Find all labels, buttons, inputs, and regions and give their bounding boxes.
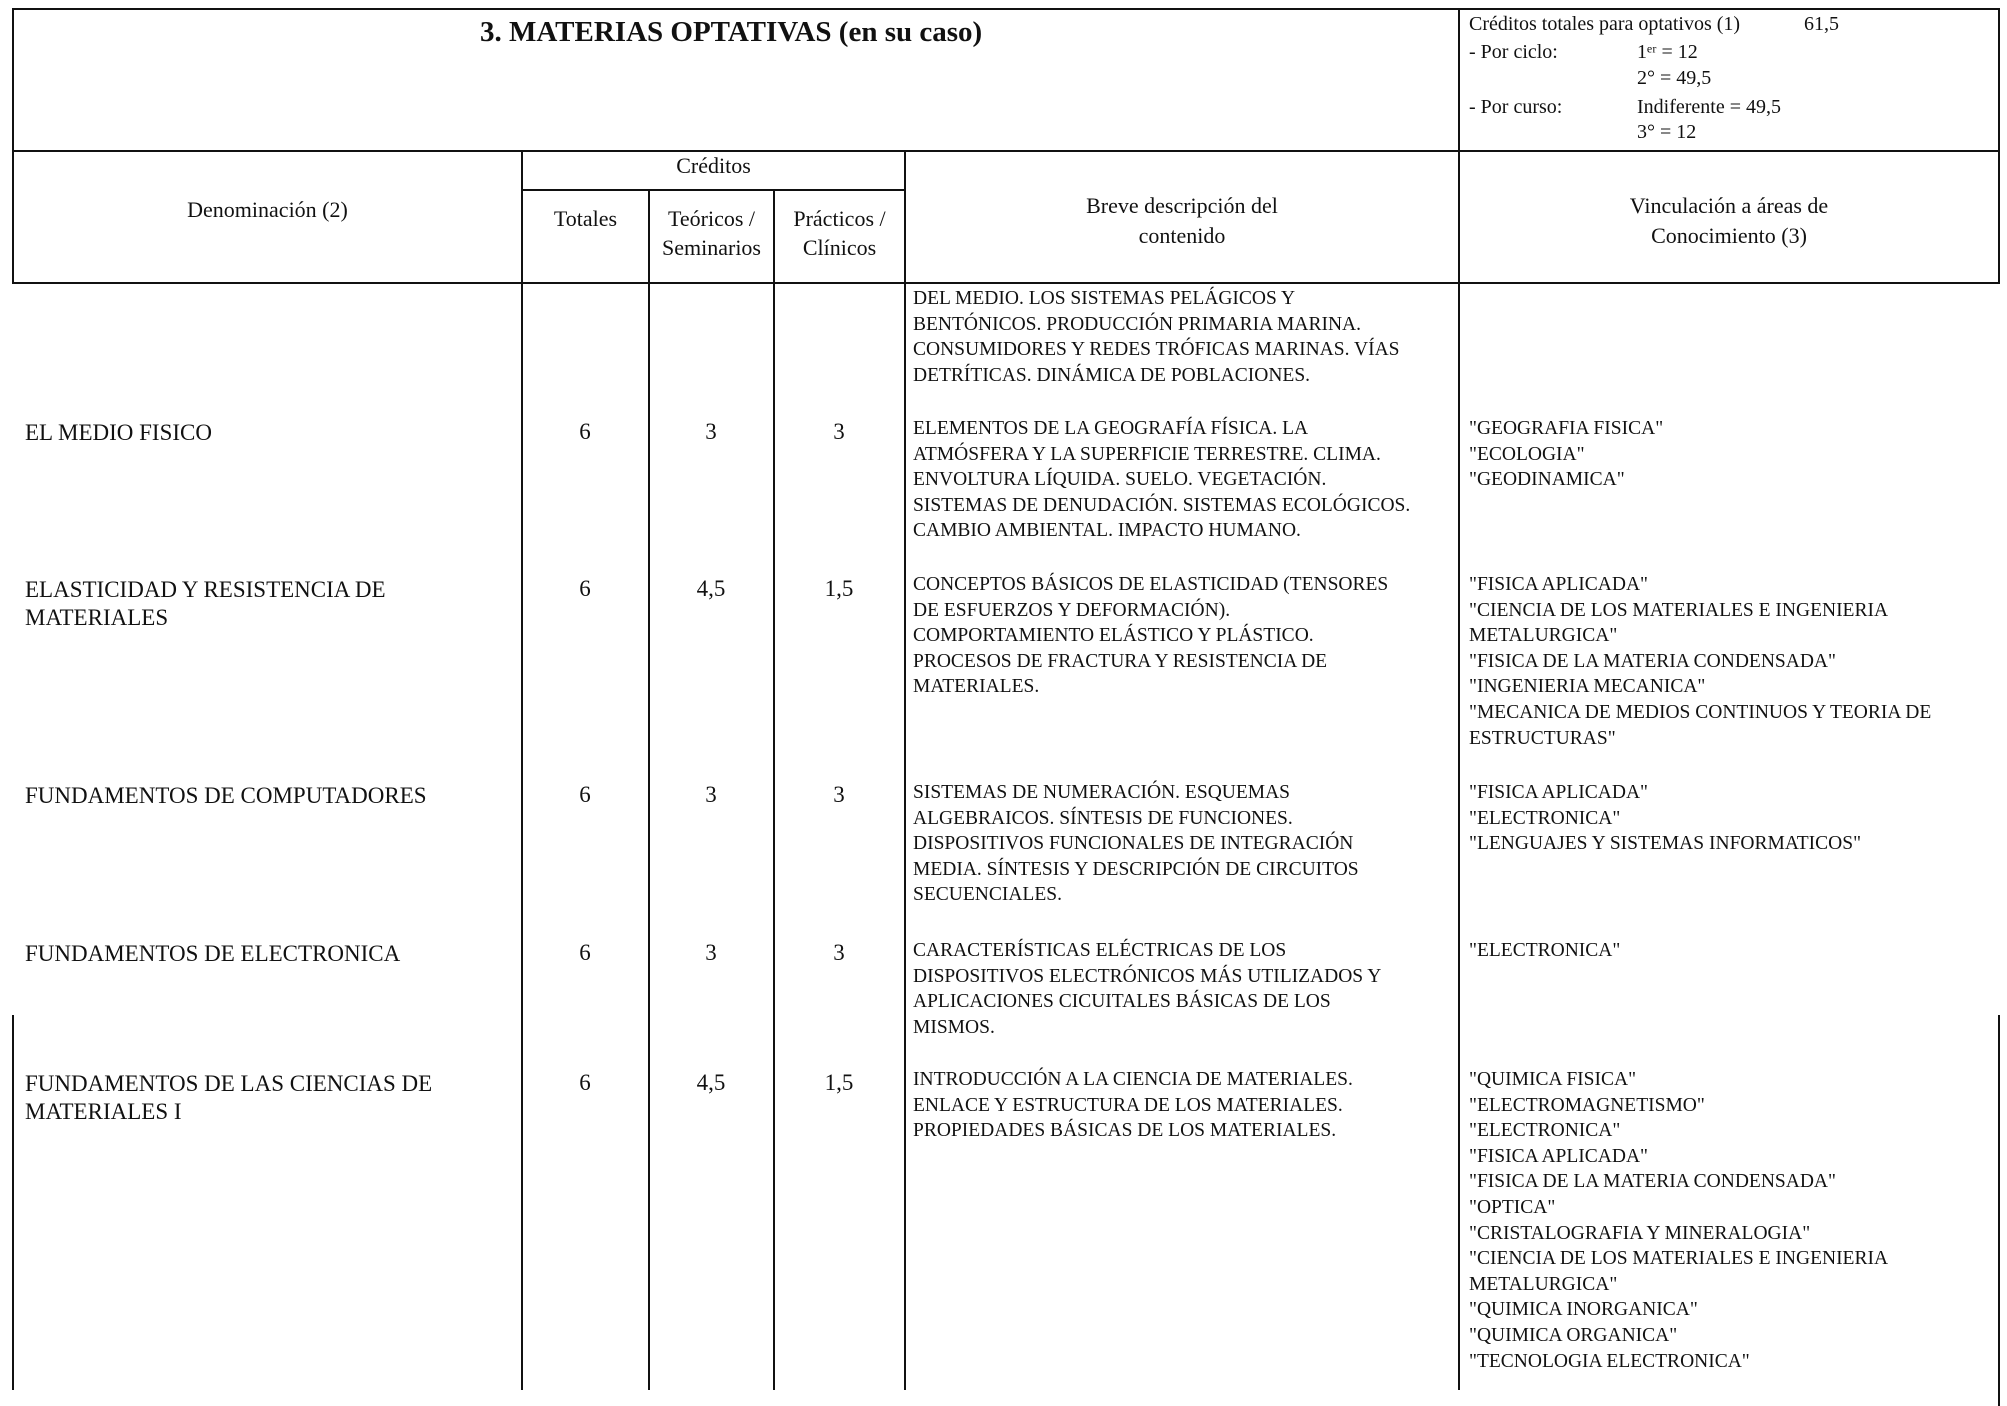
col-sep-teoricos [773,189,775,1390]
col-sep-practicos [904,150,906,1390]
row-5-teoricos: 4,5 [696,1070,726,1095]
row-1-teoricos: 3 [705,419,717,444]
header-denominacion: Denominación (2) [187,197,348,222]
header-teoricos-line1: Teóricos / [667,206,756,231]
header-totales: Totales [553,206,618,231]
row-1-areas: "GEOGRAFIA FISICA" "ECOLOGIA" "GEODINAMICA" [1469,418,1664,491]
header-creditos: Créditos [676,153,751,178]
col-sep-left-lower [12,1015,14,1390]
row-3-teoricos: 3 [705,782,717,807]
row-1-totales: 6 [579,419,591,444]
row-2-practicos: 1,5 [824,576,854,601]
header-section-bottom [12,282,2000,284]
row-5-description: INTRODUCCIÓN A LA CIENCIA DE MATERIALES. ENLACE Y ESTRUCTURA DE LOS MATERIALES. PROPIEDADES BÁSICAS DE LOS MATERIALES. [913,1069,1353,1142]
header-practicos-line2: Clínicos [802,235,877,260]
header-vinculacion-line2: Conocimiento (3) [1651,223,1807,248]
continuation-description: DEL MEDIO. LOS SISTEMAS PELÁGICOS Y BENTÓNICOS. PRODUCCIÓN PRIMARIA MARINA. CONSUMIDORES Y REDES TRÓFICAS MARINAS. VÍAS DETRÍTICAS. DINÁMICA DE POBLACIONES. [913,288,1400,386]
table-border-right [1998,8,2000,284]
header-descripcion-line1: Breve descripción del [1086,193,1278,218]
header-vinculacion-line1: Vinculación a áreas de [1629,193,1829,218]
row-3-description: SISTEMAS DE NUMERACIÓN. ESQUEMAS ALGEBRAICOS. SÍNTESIS DE FUNCIONES. DISPOSITIVOS FUNCIONALES DE INTEGRACIÓN MEDIA. SÍNTESIS Y DESCRIPCIÓN DE CIRCUITOS SECUENCIALES. [913,782,1359,906]
row-2-description: CONCEPTOS BÁSICOS DE ELASTICIDAD (TENSORES DE ESFUERZOS Y DEFORMACIÓN). COMPORTAMIENTO ELÁSTICO Y PLÁSTICO. PROCESOS DE FRACTURA Y RESISTENCIA DE MATERIALES. [913,574,1389,698]
title-section-bottom [12,150,2000,152]
ciclo-1-value: 1ᵉʳ = 12 [1637,41,1698,63]
row-4-practicos: 3 [833,940,845,965]
table-border-right-lower [1998,1015,2000,1406]
col-sep-totales [648,189,650,1390]
page-title: 3. MATERIAS OPTATIVAS (en su caso) [480,16,983,48]
row-4-areas: "ELECTRONICA" [1469,940,1621,961]
row-3-totales: 6 [579,782,591,807]
curso-indiferente-value: Indiferente = 49,5 [1637,96,1782,118]
credits-total-value: 61,5 [1804,13,1839,35]
row-1-description: ELEMENTOS DE LA GEOGRAFÍA FÍSICA. LA ATMÓSFERA Y LA SUPERFICIE TERRESTRE. CLIMA. ENVOLTURA LÍQUIDA. SUELO. VEGETACIÓN. SISTEMAS DE DENUDACIÓN. SISTEMAS ECOLÓGICOS. CAMBIO AMBIENTAL. IMPACTO HUMANO. [913,418,1411,542]
title-credits-divider [1458,8,1460,152]
table-border-top [12,8,2000,10]
row-4-teoricos: 3 [705,940,717,965]
row-1-name: EL MEDIO FISICO [25,420,212,445]
row-2-teoricos: 4,5 [696,576,726,601]
table-border-left [12,8,14,284]
row-5-practicos: 1,5 [824,1070,854,1095]
credits-total-label: Créditos totales para optativos (1) [1469,13,1741,35]
header-descripcion-line2: contenido [1138,223,1226,248]
row-5-name: FUNDAMENTOS DE LAS CIENCIAS DE MATERIALES I [25,1071,433,1124]
por-ciclo-label: - Por ciclo: [1469,41,1558,63]
row-4-totales: 6 [579,940,591,965]
ciclo-2-value: 2° = 49,5 [1637,67,1712,89]
row-3-name: FUNDAMENTOS DE COMPUTADORES [25,783,427,808]
row-4-description: CARACTERÍSTICAS ELÉCTRICAS DE LOS DISPOSITIVOS ELECTRÓNICOS MÁS UTILIZADOS Y APLICACIONES CICUITALES BÁSICAS DE LOS MISMOS. [913,940,1382,1038]
col-sep-denominacion [521,150,523,1390]
row-3-practicos: 3 [833,782,845,807]
header-practicos-line1: Prácticos / [793,206,886,231]
curso-3-value: 3° = 12 [1637,121,1697,143]
row-4-name: FUNDAMENTOS DE ELECTRONICA [25,941,401,966]
row-2-totales: 6 [579,576,591,601]
row-5-areas: "QUIMICA FISICA" "ELECTROMAGNETISMO" "ELECTRONICA" "FISICA APLICADA" "FISICA DE LA MATERIA CONDENSADA" "OPTICA" "CRISTALOGRAFIA Y MINERALOGIA" "CIENCIA DE LOS MATERIALES E INGENIERIA METALURGICA" "QUIMICA INORGANICA" "QUIMICA ORGANICA" "TECNOLOGIA ELECTRONICA" [1469,1069,1889,1372]
por-curso-label: - Por curso: [1469,96,1563,118]
header-teoricos-line2: Seminarios [662,235,761,260]
row-5-totales: 6 [579,1070,591,1095]
row-3-areas: "FISICA APLICADA" "ELECTRONICA" "LENGUAJES Y SISTEMAS INFORMATICOS" [1469,782,1862,855]
row-1-practicos: 3 [833,419,845,444]
creditos-rule [521,189,906,191]
row-2-areas: "FISICA APLICADA" "CIENCIA DE LOS MATERIALES E INGENIERIA METALURGICA" "FISICA DE LA MATERIA CONDENSADA" "INGENIERIA MECANICA" "MECANICA DE MEDIOS CONTINUOS Y TEORIA DE ESTRUCTURAS" [1469,574,1932,749]
row-2-name: ELASTICIDAD Y RESISTENCIA DE MATERIALES [25,577,386,630]
col-sep-descripcion [1458,150,1460,1390]
